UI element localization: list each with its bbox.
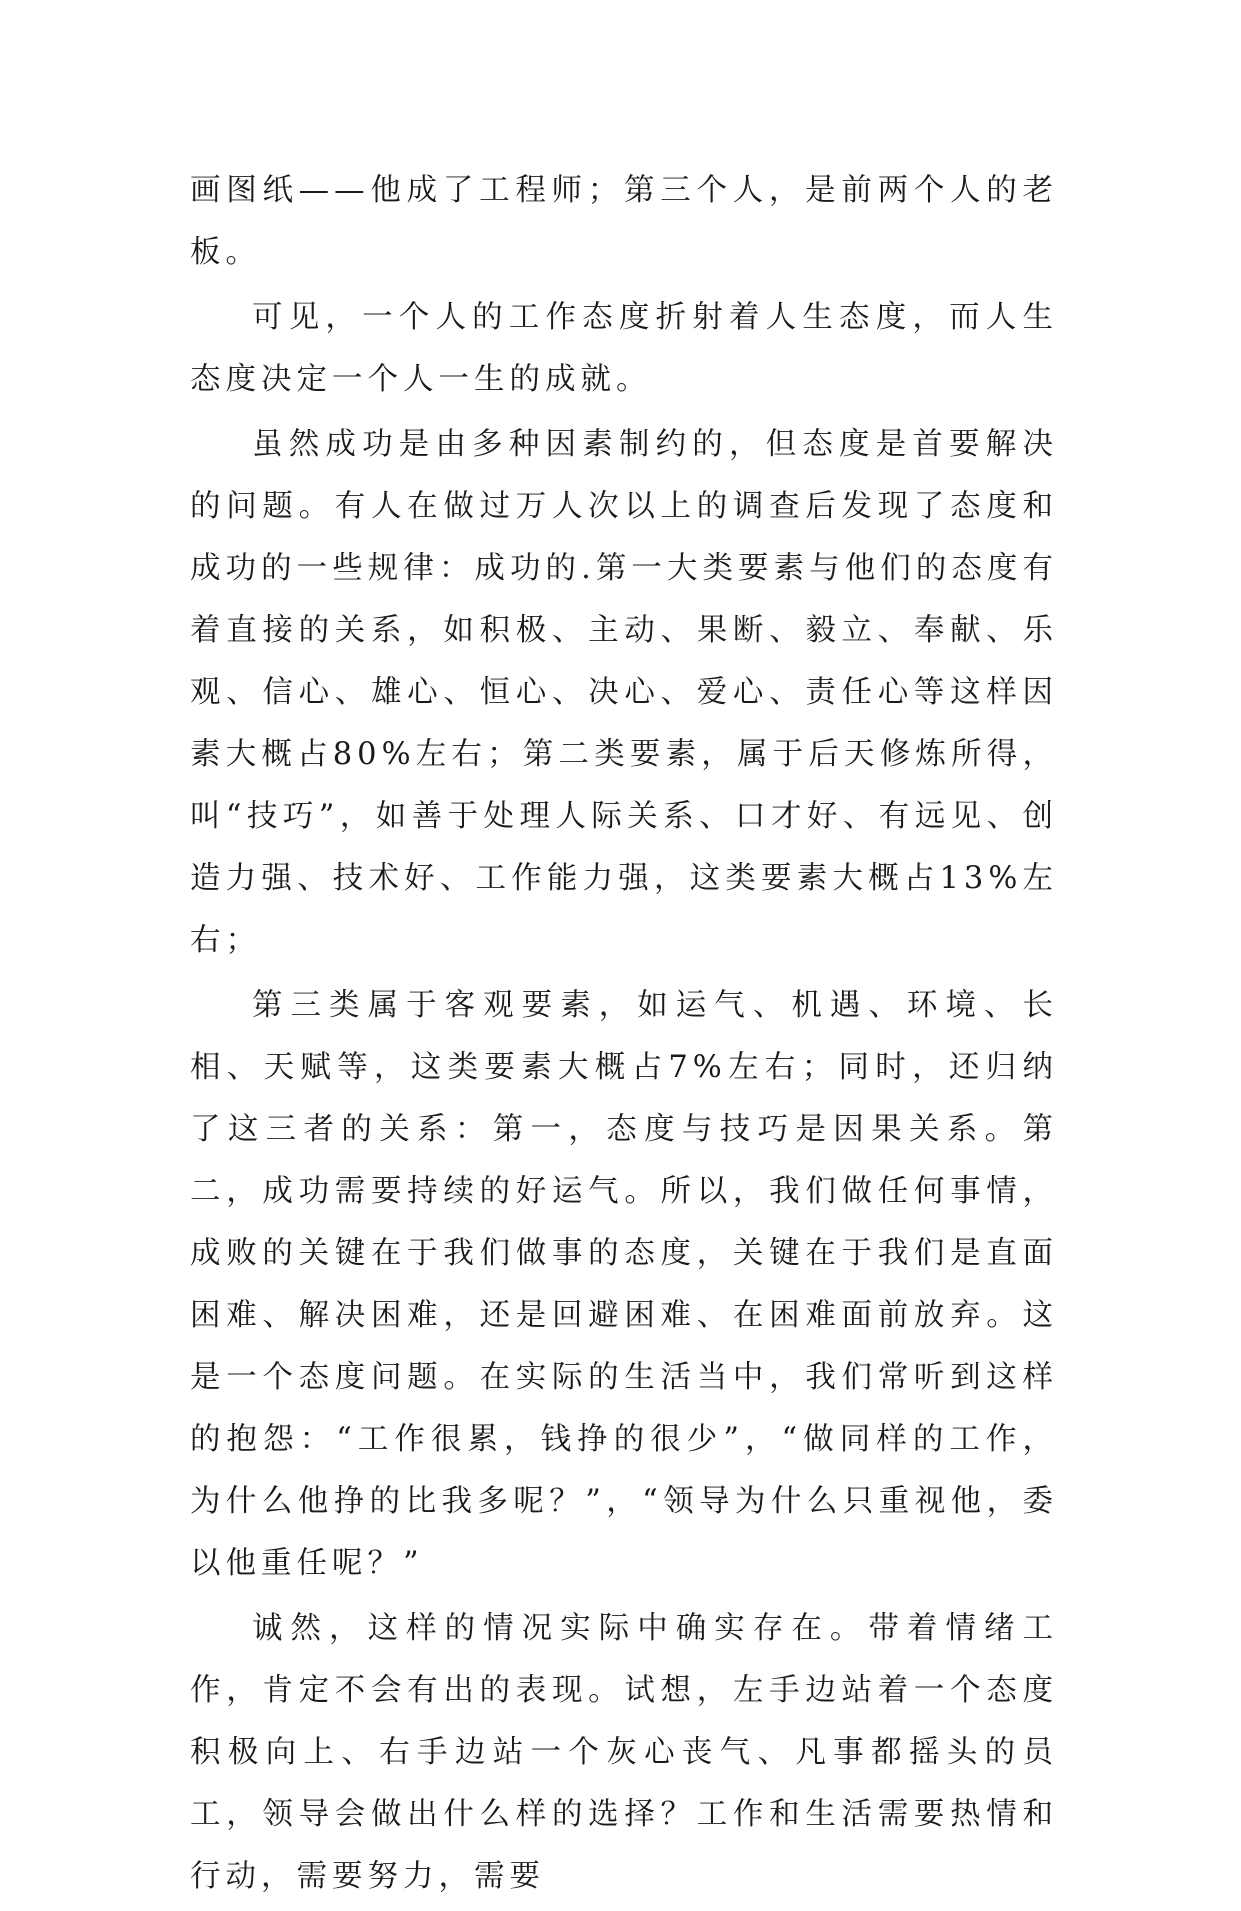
paragraph-success-factors: 虽然成功是由多种因素制约的，但态度是首要解决的问题。有人在做过万人次以上的调查后发现了态度和成功的一些规律：成功的.第一大类要素与他们的态度有着直接的关系，如积极、主动、果断、毅立、奉献、乐观、信心、雄心、恒心、决心、爱心、责任心等这样因素大概占80%左右；第二类要素，属于后天修炼所得，叫“技巧”，如善于处理人际关系、口才好、有远见、创造力强、技术好、工作能力强，这类要素大概占13%左右；: [190, 427, 1058, 958]
document-body: [190, 160, 1058, 1911]
paragraph-continuation: 画图纸——他成了工程师；第三个人，是前两个人的老板。: [190, 173, 1058, 270]
paragraph-objective-factors: 第三类属于客观要素，如运气、机遇、环境、长相、天赋等，这类要素大概占7%左右；同时，还归纳了这三者的关系：第一，态度与技巧是因果关系。第二，成功需要持续的好运气。所以，我们做任何事情，成败的关键在于我们做事的态度，关键在于我们是直面困难、解决困难，还是回避困难、在困难面前放弃。这是一个态度问题。在实际的生活当中，我们常听到这样的抱怨：“工作很累，钱挣的很少”，“做同样的工作，为什么他挣的比我多呢？”，“领导为什么只重视他，委以他重任呢？”: [190, 988, 1058, 1581]
paragraph-work-attitude: 可见，一个人的工作态度折射着人生态度，而人生态度决定一个人一生的成就。: [190, 300, 1058, 397]
paragraph-emotions-at-work: 诚然，这样的情况实际中确实存在。带着情绪工作，肯定不会有出的表现。试想，左手边站着一个态度积极向上、右手边站一个灰心丧气、凡事都摇头的员工，领导会做出什么样的选择？工作和生活需要热情和行动，需要努力，需要: [190, 1611, 1058, 1894]
